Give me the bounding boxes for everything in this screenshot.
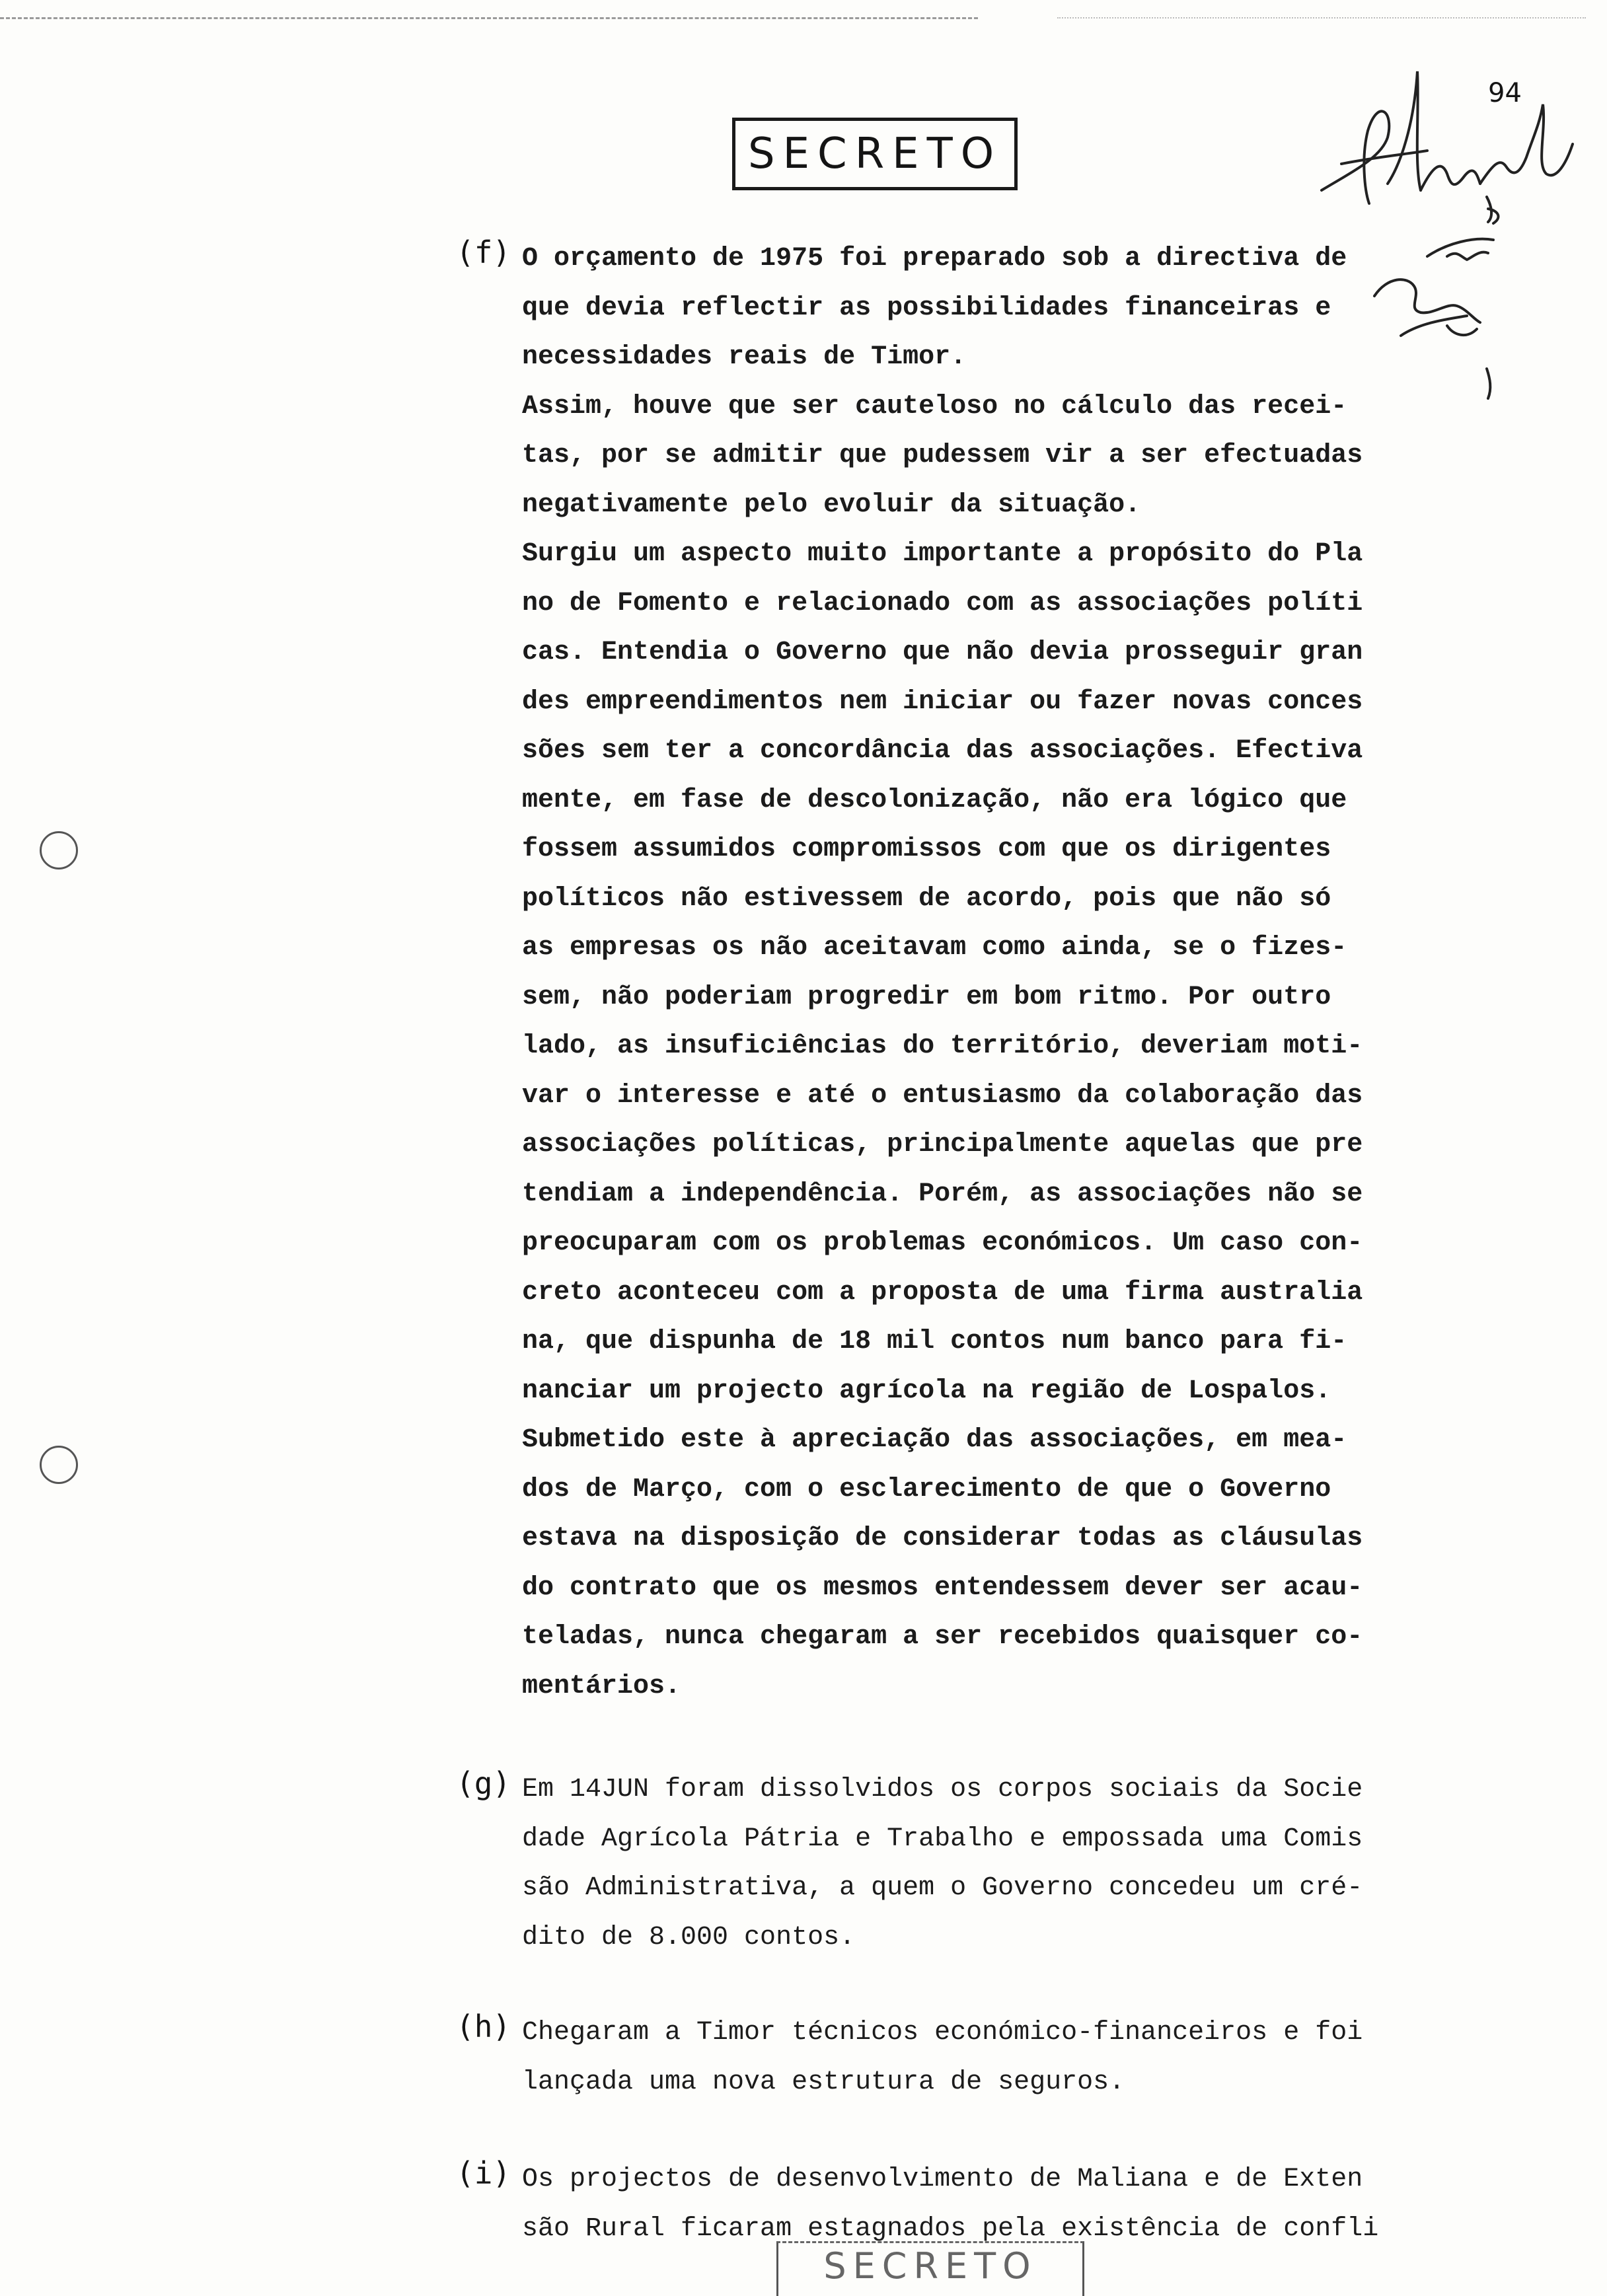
line: que devia reflectir as possibilidades financeiras e: [522, 293, 1331, 323]
line: do contrato que os mesmos entendessem dever ser acau-: [522, 1573, 1363, 1603]
top-border-line-right: [1057, 17, 1586, 19]
item-label-f: (f): [456, 235, 511, 270]
punch-hole-icon: [40, 831, 78, 870]
line: Chegaram a Timor técnicos económico-financeiros e foi: [522, 2018, 1363, 2048]
line: as empresas os não aceitavam como ainda, se o fizes-: [522, 933, 1347, 963]
paragraph-g-text: [522, 1765, 1487, 1962]
punch-hole-icon: [40, 1446, 78, 1484]
line: políticos não estivessem de acordo, pois que não só: [522, 883, 1331, 914]
line: na, que dispunha de 18 mil contos num banco para fi-: [522, 1327, 1347, 1356]
paragraph-f-text: [522, 235, 1487, 1711]
item-label-h: (h): [456, 2009, 511, 2044]
line: tendiam a independência. Porém, as associações não se: [522, 1179, 1363, 1209]
line: teladas, nunca chegaram a ser recebidos quaisquer co-: [522, 1622, 1363, 1652]
line: O orçamento de 1975 foi preparado sob a directiva de: [522, 244, 1347, 274]
page-number: 94: [1488, 78, 1522, 108]
paragraph-i-text: [522, 2155, 1487, 2254]
line: lado, as insuficiências do território, deveriam moti-: [522, 1031, 1363, 1061]
top-border-line: [0, 17, 978, 19]
line: mentários.: [522, 1671, 681, 1701]
line: sem, não poderiam progredir em bom ritmo. Por outro: [522, 982, 1331, 1012]
line: creto aconteceu com a proposta de uma firma australia: [522, 1277, 1363, 1308]
item-label-i: (i): [456, 2155, 511, 2191]
line: Surgiu um aspecto muito importante a propósito do Pla: [522, 539, 1363, 569]
line: negativamente pelo evoluir da situação.: [522, 490, 1141, 520]
line: des empreendimentos nem iniciar ou fazer novas conces: [522, 686, 1363, 717]
line: Em 14JUN foram dissolvidos os corpos sociais da Socie: [522, 1775, 1363, 1804]
line: tas, por se admitir que pudessem vir a ser efectuadas: [522, 441, 1363, 470]
classification-stamp: SECRETO: [732, 118, 1018, 190]
line: estava na disposição de considerar todas as cláusulas: [522, 1524, 1363, 1553]
line: dade Agrícola Pátria e Trabalho e empossada uma Comis: [522, 1824, 1363, 1854]
line: mente, em fase de descolonização, não era lógico que: [522, 785, 1347, 815]
line: dos de Março, com o esclarecimento de que o Governo: [522, 1474, 1331, 1504]
item-label-g: (g): [456, 1765, 511, 1801]
line: nanciar um projecto agrícola na região de Lospalos.: [522, 1376, 1331, 1406]
line: cas. Entendia o Governo que não devia prosseguir gran: [522, 638, 1363, 667]
line: var o interesse e até o entusiasmo da colaboração das: [522, 1080, 1363, 1111]
line: são Rural ficaram estagnados pela existência de confli: [522, 2213, 1379, 2244]
line: Submetido este à apreciação das associações, em mea-: [522, 1425, 1347, 1455]
line: associações políticas, principalmente aquelas que pre: [522, 1130, 1363, 1160]
line: preocuparam com os problemas económicos. Um caso con-: [522, 1228, 1363, 1258]
line: Assim, houve que ser cauteloso no cálculo das recei-: [522, 391, 1347, 422]
line: são Administrativa, a quem o Governo concedeu um cré-: [522, 1873, 1363, 1903]
paragraph-h-text: [522, 2009, 1487, 2107]
line: sões sem ter a concordância das associações. Efectiva: [522, 736, 1363, 766]
footer-classification-stamp: SECRETO: [776, 2241, 1084, 2296]
line: dito de 8.000 contos.: [522, 1922, 856, 1952]
line: necessidades reais de Timor.: [522, 342, 967, 372]
line: lançada uma nova estrutura de seguros.: [522, 2067, 1125, 2097]
line: Os projectos de desenvolvimento de Maliana e de Exten: [522, 2165, 1363, 2194]
line: fossem assumidos compromissos com que os dirigentes: [522, 834, 1331, 864]
line: no de Fomento e relacionado com as associações políti: [522, 588, 1363, 618]
